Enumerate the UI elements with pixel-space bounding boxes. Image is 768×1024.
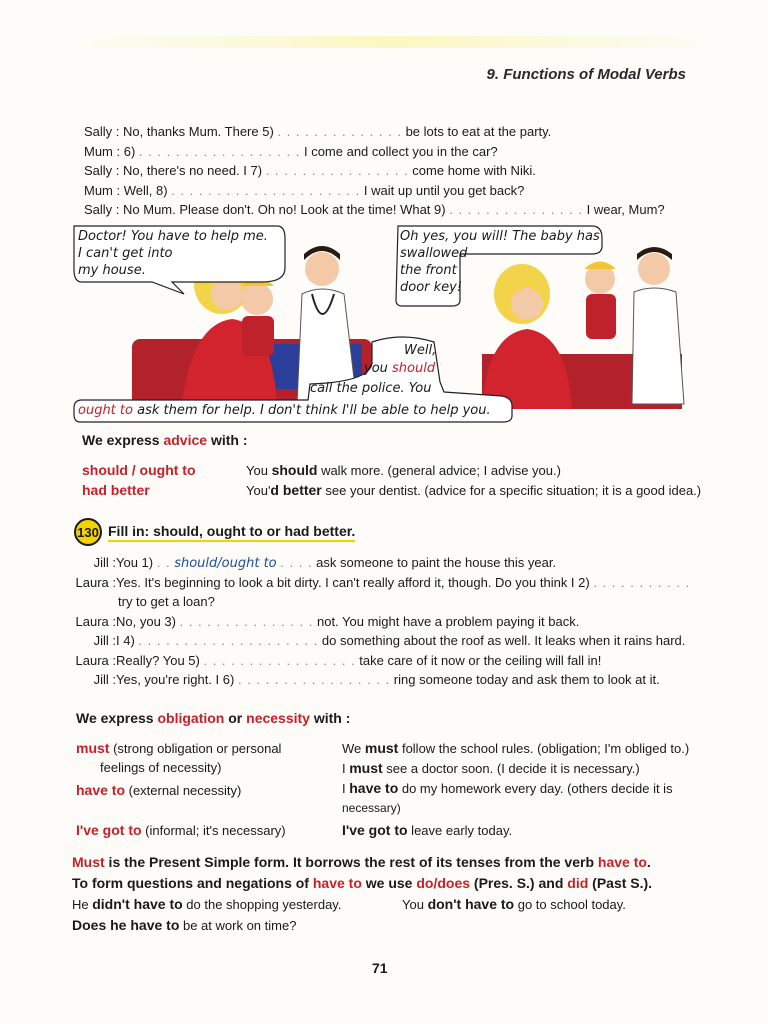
blank[interactable]: . . . . . . . . . . . . . . . . . . . . . (171, 182, 361, 198)
bubble1-line: I can't get into (78, 246, 173, 261)
scene-right (482, 247, 684, 409)
bubble1-line: Doctor! You have to help me. (78, 229, 268, 244)
textbook-page: 9. Functions of Modal Verbs Sally : No, thanks Mum. There 5) . . . . . . . . . . . . . . be lots to eat at the party. Mum : 6) . . . . . . . . . . . . . . . . . . I come and collect you in the car? Sally : No, there's no need. I 7) . . . . . . . . . . . . . . . . come home with Niki. Mum : Well, 8) . . . . . . . . . . . . . . . . . . . . . I wait up until you get back? Sally : No Mum. Please don't. Oh no! Look at the time! What 9) . . . . . . . . . . . . . . . I wear, Mum? Doctor! You have to help me. I can't get into my house. Oh yes, you will! The baby has swallowed the front door key! Well, you should call the police. You ought to ask them for help. I don't think I'll be able to help you. We express advice with : should / ought to You should walk more. (general advice; I advise you.) had better You'd better see your dentist. (advice for a specific situation; it is a good idea.) 130 Fill in: should, ought to or had better. Jill : You 1) . . should/ought to . . . . ask someone to paint the house this year. Laura : Yes. It's beginning to look a bit dirty. I can't really afford it, though. Do you think I 2) . . . . . . . . . . . try to get a loan? Laura : No, you 3) . . . . . . . . . . . . . . . not. You might have a problem paying it back. Jill : I 4) . . . . . . . . . . . . . . . . . . . . do something about the roof as well. It leaks when it rains hard. Laura : Really? You 5) . . . . . . . . . . . . . . . . . take care of it now or the ceiling will fall in! Jill : Yes, you're right. I 6) . . . . . . . . . . . . . . . . . ring someone today and ask them to look at it. We express obligation or necessity with : must (strong obligation or personal feelings of necessity) have to (external necessity) I've got to (informal; it's necessary) We must follow the school rules. (obligation; I'm obliged to.) I must see a doctor soon. (I decide it is necessary.) I have to do my homework every day. (others decide it is necessary) I've got to leave early today. Must is the Present Simple form. It borrows the rest of its tenses from the verb have to. To form questions and negations of have to we use do/does (Pres. S.) and did (Past S.). He didn't have to do the shopping yesterday. You don't have to go to school today. Does he have to be at work on time? 71 (0, 0, 768, 1024)
woman2-face (511, 288, 543, 320)
bubble3-line: you should (364, 361, 436, 376)
rule-line: Does he have to be at work on time? (72, 917, 297, 933)
blank[interactable]: . . . . . . . . . . . . . . . (179, 613, 314, 629)
dialog-top (84, 122, 665, 220)
advice-example: You should walk more. (general advice; I advise you.) (246, 462, 561, 478)
obligation-term: have to (external necessity) (76, 782, 242, 798)
doctor2-face (638, 253, 670, 285)
dialog-line: Mum : Well, 8) . . . . . . . . . . . . . . . . . . . . . I wait up until you get back? (84, 182, 525, 198)
page-number: 71 (372, 960, 388, 976)
obligation-intro: We express obligation or necessity with : (76, 710, 351, 726)
grammar-rules (72, 852, 652, 936)
baby-hair (584, 262, 616, 270)
dialog-line: Sally : No Mum. Please don't. Oh no! Look at the time! What 9) . . . . . . . . . . . . . . . I wear, Mum? (84, 202, 665, 217)
advice-term: should / ought to (82, 462, 196, 478)
bubble2-line: door key! (400, 280, 463, 295)
rule-line: He didn't have to do the shopping yesterday. You don't have to go to school today. (72, 896, 626, 912)
obligation-term: I've got to (informal; it's necessary) (76, 822, 286, 838)
obligation-term-desc: feelings of necessity) (100, 760, 222, 775)
blank[interactable]: . . . . . . . . . . . . . . . . . . . . (138, 633, 319, 648)
obligation-example: I've got to leave early today. (342, 822, 513, 838)
blank[interactable]: . . . . . . . . . . . . . . (277, 124, 402, 139)
bubble2-line: Oh yes, you will! The baby has (400, 229, 600, 244)
dialog-line: Mum : 6) . . . . . . . . . . . . . . . . . . I come and collect you in the car? (84, 143, 498, 159)
doctor-face (305, 252, 339, 286)
bubble3-line: call the police. You (310, 381, 432, 396)
doctor2-coat (632, 288, 684, 404)
child-face (241, 283, 273, 315)
page-header: 9. Functions of Modal Verbs (486, 66, 686, 83)
obligation-example: I must see a doctor soon. (I decide it is necessary.) (342, 760, 640, 776)
woman-face (211, 278, 243, 310)
blank[interactable]: . . . . . . . . . . . . . . . . (265, 163, 409, 178)
blank[interactable]: . . . . . . . . . . . . . . . . . (237, 672, 391, 687)
advice-example: You'd better see your dentist. (advice for a specific situation; it is a good idea.) (246, 482, 702, 498)
exercise-number-badge: 130 (74, 518, 102, 546)
obligation-term: must (strong obligation or personal (76, 740, 282, 756)
dialog-line: Sally : No, thanks Mum. There 5) . . . . . . . . . . . . . . be lots to eat at the party. (84, 124, 552, 139)
bubble2-line: the front (400, 263, 457, 278)
rule-line: To form questions and negations of have to we use do/does (Pres. S.) and did (Past S.). (72, 875, 653, 891)
advice-term: had better (82, 482, 150, 498)
bubble2-line: swallowed (400, 246, 468, 261)
obligation-example: We must follow the school rules. (obligation; I'm obliged to.) (342, 740, 690, 756)
bubble3-line: ought to ask them for help. I don't think I'll be able to help you. (78, 403, 491, 418)
bubble1-line: my house. (78, 263, 146, 278)
dialog-line: Sally : No, there's no need. I 7) . . . . . . . . . . . . . . . . come home with Niki. (84, 163, 536, 178)
exercise-title: Fill in: should, ought to or had better. (108, 523, 355, 542)
top-highlight-band (70, 36, 720, 48)
answer-filled[interactable]: should/ought to (174, 556, 277, 571)
obligation-example: necessary) (342, 801, 401, 815)
blank[interactable]: . . . . . . . . . . . . . . . . . (203, 652, 356, 668)
bubble3-line: Well, (404, 343, 437, 358)
exercise-header (74, 518, 355, 546)
rule-line: Must is the Present Simple form. It borrows the rest of its tenses from the verb have to. (72, 854, 651, 870)
blank[interactable]: . . . . . . . . . . . . . . . . . . (138, 143, 301, 159)
blank[interactable]: . . . . . . . . . . . . . . . (449, 202, 583, 217)
baby-body (586, 294, 616, 339)
advice-intro: We express advice with : (82, 432, 248, 448)
obligation-example: I have to do my homework every day. (others decide it is (342, 780, 673, 796)
blank[interactable]: . . . . . . . . . . . (593, 574, 691, 590)
cartoon-illustration (72, 224, 692, 424)
child-body (242, 316, 274, 356)
